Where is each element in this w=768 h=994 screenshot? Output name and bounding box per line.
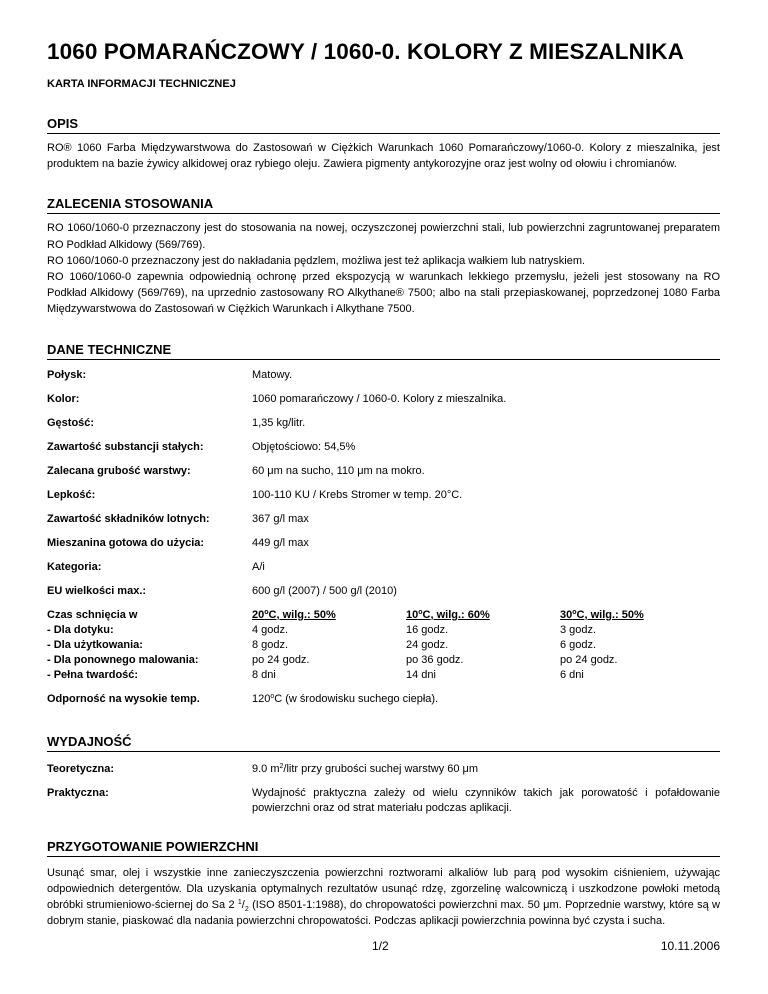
table-row xyxy=(47,488,720,512)
table-row xyxy=(47,536,720,560)
page-number: 1/2 xyxy=(372,939,389,953)
table-row xyxy=(47,464,720,488)
drying-column-30c xyxy=(560,608,680,683)
row-label: Teoretyczna: xyxy=(47,762,115,775)
page-title: 1060 POMARAŃCZOWY / 1060-0. KOLORY Z MIESZALNIKA xyxy=(47,39,684,64)
row-label: Kategoria: xyxy=(47,560,102,573)
row-value: 449 g/l max xyxy=(252,536,309,549)
table-row xyxy=(47,368,720,392)
heading-text: WYDAJNOŚĆ xyxy=(47,733,132,749)
drying-label: - Dla dotyku: xyxy=(47,623,114,636)
row-value: Matowy. xyxy=(252,368,293,381)
drying-label: - Dla ponownego malowania: xyxy=(47,653,199,666)
row-label: Odporność na wysokie temp. xyxy=(47,692,200,705)
section-heading-opis xyxy=(47,116,720,134)
drying-column-header: 30$^o$C, wilg.: 50% xyxy=(560,608,644,621)
drying-column-20c xyxy=(252,608,406,683)
drying-values xyxy=(252,608,720,692)
table-row xyxy=(47,786,720,825)
row-value: 9.0 $m^2$/litr przy grubości suchej warstwy 60 μm xyxy=(252,762,479,775)
drying-value: 4 godz. xyxy=(252,623,289,636)
drying-column-header: 10$^o$C, wilg.: 60% xyxy=(406,608,490,621)
heading-text: PRZYGOTOWANIE POWIERZCHNI xyxy=(47,838,259,854)
document-date: 10.11.2006 xyxy=(660,939,720,953)
zalecenia-line: RO 1060/1060-0 przeznaczony jest do stosowania na nowej, oczyszczonej powierzchni stali, lub powierzchni zagruntowanej preparatem RO Podkład Alkidowy (569/769). xyxy=(47,222,720,251)
zalecenia-line: RO 1060/1060-0 przeznaczony jest do nakładania pędzlem, możliwa jest też aplikacja wałkiem lub natryskiem. xyxy=(47,254,586,267)
drying-labels xyxy=(47,608,252,692)
zalecenia-line: RO 1060/1060-0 zapewnia odpowiednią ochronę przed ekspozycją w warunkach lekkiego przemysłu, jeżeli jest stosowany na RO Podkład Alkidowy (569/769), na uprzednio zastosowany RO Alkythane® 7500; albo na stali przepiaskowanej, poprzedzonej 1080 Farba Międzywarstwowa do Zastosowań w Ciężkich Warunkach i Alkythane 7500. xyxy=(47,271,720,316)
drying-label: - Pełna twardość: xyxy=(47,668,139,681)
drying-label: - Dla użytkowania: xyxy=(47,638,143,651)
drying-value: 14 dni xyxy=(406,668,436,681)
table-row xyxy=(47,762,720,786)
row-label: Mieszanina gotowa do użycia: xyxy=(47,536,205,549)
coverage-table xyxy=(47,762,720,825)
row-label: EU wielkości max.: xyxy=(47,584,147,597)
table-row xyxy=(47,560,720,584)
heading-text: OPIS xyxy=(47,116,79,131)
zalecenia-paragraph xyxy=(47,220,720,317)
row-label: Kolor: xyxy=(47,392,80,405)
table-row-drying xyxy=(47,608,720,692)
row-value: 60 μm na sucho, 110 μm na mokro. xyxy=(252,464,425,477)
row-label: Zawartość składników lotnych: xyxy=(47,512,210,525)
row-value: 120$^o$C (w środowisku suchego ciepła). xyxy=(252,692,439,705)
table-row xyxy=(47,440,720,464)
row-value: 367 g/l max xyxy=(252,512,309,525)
technical-data-table xyxy=(47,368,720,716)
section-heading-wydajnosc xyxy=(47,734,720,752)
drying-value: 6 dni xyxy=(560,668,584,681)
section-heading-dane xyxy=(47,342,720,360)
section-heading-zalecenia xyxy=(47,196,720,214)
drying-column-10c xyxy=(406,608,560,683)
drying-value: 16 godz. xyxy=(406,623,449,636)
row-label: Zalecana grubość warstwy: xyxy=(47,464,191,477)
row-value: Objętościowo: 54,5% xyxy=(252,440,356,453)
drying-value: po 24 godz. xyxy=(560,653,618,666)
table-row xyxy=(47,416,720,440)
drying-value: po 36 godz. xyxy=(406,653,464,666)
row-label: Połysk: xyxy=(47,368,87,381)
drying-value: 3 godz. xyxy=(560,623,597,636)
section-heading-przygotowanie xyxy=(47,839,720,857)
table-row xyxy=(47,512,720,536)
table-row xyxy=(47,392,720,416)
row-label: Lepkość: xyxy=(47,488,96,501)
row-label: Gęstość: xyxy=(47,416,95,429)
row-label: Praktyczna: xyxy=(47,786,109,799)
table-row-heat xyxy=(47,692,720,716)
row-value: 600 g/l (2007) / 500 g/l (2010) xyxy=(252,584,397,597)
drying-column-header: 20$^o$C, wilg.: 50% xyxy=(252,608,336,621)
row-value: 1060 pomarańczowy / 1060-0. Kolory z mieszalnika. xyxy=(252,392,507,405)
heading-text: DANE TECHNICZNE xyxy=(47,341,172,357)
row-label: Zawartość substancji stałych: xyxy=(47,440,204,453)
table-row xyxy=(47,584,720,608)
drying-value: 8 godz. xyxy=(252,638,289,651)
row-value: Wydajność praktyczna zależy od wielu czynników takich jak porowatość i pofałdowanie powierzchni oraz od strat materiału podczas aplikacji. xyxy=(252,786,720,814)
przygotowanie-paragraph: Usunąć smar, olej i wszystkie inne zanieczyszczenia powierzchni roztworami alkaliów lub parą pod wysokim ciśnieniem, używając odpowiednich detergentów. Dla uzyskania optymalnych rezultatów usunąć rdzę, zgorzelinę walcowniczą i uszkodzone powłoki metodą obróbki strumieniowo-ściernej do Sa 2 $^1/_2$ (ISO 8501-1:1988), do chropowatości powierzchni max. 50 μm. Poprzednie warstwy, które są w dobrym stanie, piaskować dla nadania powierzchni chropowatości. Podczas aplikacji powierzchnia powinna być czysta i sucha. xyxy=(47,866,720,928)
drying-value: 6 godz. xyxy=(560,638,597,651)
heading-text: ZALECENIA STOSOWANIA xyxy=(47,196,214,212)
drying-value: 24 godz. xyxy=(406,638,449,651)
opis-paragraph: RO® 1060 Farba Międzywarstwowa do Zastosowań w Ciężkich Warunkach 1060 Pomarańczowy/1060-0. Kolory z mieszalnika, jest produktem na bazie żywicy alkidowej oraz rybiego oleju. Zawiera pigmenty antykorozyjne oraz jest wolny od ołowiu i chromianów. xyxy=(47,142,720,171)
row-value: A/i xyxy=(252,560,265,573)
drying-value: 8 dni xyxy=(252,668,276,681)
document-subtitle: KARTA INFORMACJI TECHNICZNEJ xyxy=(47,78,236,90)
drying-value: po 24 godz. xyxy=(252,653,310,666)
row-value: 1,35 kg/litr. xyxy=(252,416,306,429)
drying-label: Czas schnięcia w xyxy=(47,608,138,621)
row-value: 100-110 KU / Krebs Stromer w temp. 20°C. xyxy=(252,488,463,501)
